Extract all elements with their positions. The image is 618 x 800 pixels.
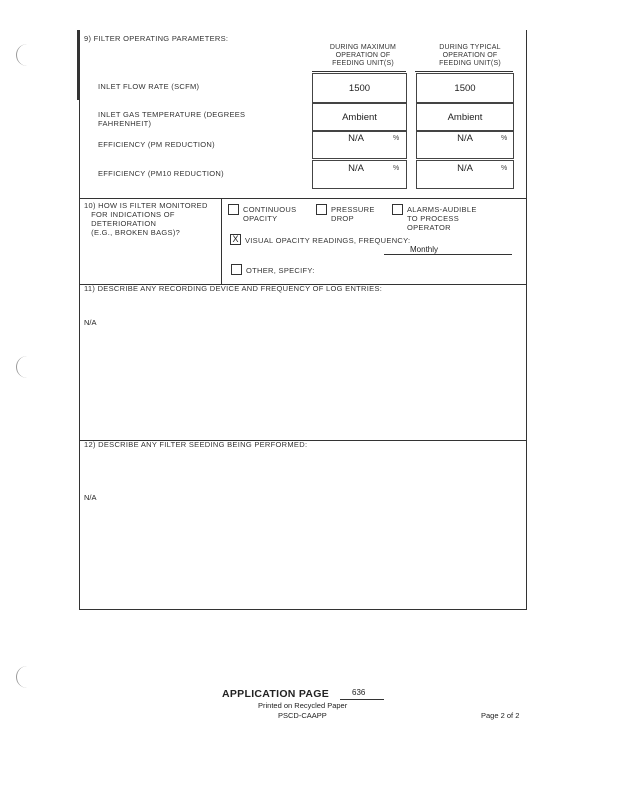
- binder-punch-mark: [16, 356, 27, 378]
- value-max-gas-temp: Ambient: [342, 112, 377, 123]
- section-10-title: 10) HOW IS FILTER MONITORED FOR INDICATIONS OF DETERIORATION (E.G., BROKEN BAGS)?: [84, 201, 208, 237]
- field-typ-efficiency-pm10[interactable]: [416, 160, 514, 189]
- checkbox-pressure-drop[interactable]: [316, 204, 327, 215]
- field-typ-efficiency-pm[interactable]: [416, 130, 514, 159]
- application-page-label: APPLICATION PAGE: [222, 688, 330, 700]
- divider: [79, 198, 527, 199]
- frequency-underline: [384, 254, 512, 255]
- column-header-maximum: DURING MAXIMUM OPERATION OF FEEDING UNIT(S): [329, 44, 397, 67]
- percent-symbol: %: [501, 135, 508, 142]
- section-9-title: 9) FILTER OPERATING PARAMETERS:: [84, 34, 229, 43]
- form-id: PSCD-CAAPP: [278, 711, 327, 720]
- field-max-efficiency-pm[interactable]: [312, 130, 407, 159]
- value-typ-gas-temp: Ambient: [447, 112, 483, 123]
- field-typ-inlet-flow[interactable]: [416, 73, 514, 103]
- row-label-efficiency-pm10: EFFICIENCY (PM10 REDUCTION): [98, 169, 224, 178]
- recycled-paper-note: Printed on Recycled Paper: [258, 701, 348, 710]
- field-max-gas-temp[interactable]: [312, 103, 407, 132]
- field-max-efficiency-pm10[interactable]: [312, 160, 407, 189]
- value-typ-efficiency-pm: N/A: [457, 133, 473, 144]
- page-number-underline: [340, 699, 384, 700]
- checkbox-other[interactable]: [231, 264, 242, 275]
- value-typ-inlet-flow: 1500: [454, 83, 476, 94]
- row-label-inlet-flow-rate: INLET FLOW RATE (SCFM): [98, 82, 200, 91]
- value-max-efficiency-pm10: N/A: [348, 163, 364, 174]
- checkmark-x: X: [232, 234, 239, 244]
- application-page-number: 636: [352, 688, 366, 697]
- value-max-inlet-flow: 1500: [348, 83, 371, 94]
- divider: [221, 198, 222, 285]
- section-12-title: 12) DESCRIBE ANY FILTER SEEDING BEING PERFORMED:: [84, 440, 308, 449]
- checkbox-visual-opacity[interactable]: [230, 234, 241, 245]
- option-visual-opacity: VISUAL OPACITY READINGS, FREQUENCY:: [245, 236, 411, 245]
- percent-symbol: %: [393, 135, 400, 142]
- option-pressure-drop: PRESSURE DROP: [331, 205, 375, 223]
- page-of-indicator: Page 2 of 2: [481, 711, 520, 720]
- checkbox-continuous-opacity[interactable]: [228, 204, 239, 215]
- field-typ-gas-temp[interactable]: [416, 103, 514, 132]
- visual-opacity-frequency-value: Monthly: [410, 245, 439, 254]
- option-continuous-opacity: CONTINUOUS OPACITY: [243, 205, 297, 223]
- section-11-answer: N/A: [84, 318, 97, 327]
- row-label-efficiency-pm: EFFICIENCY (PM REDUCTION): [98, 140, 215, 149]
- value-max-efficiency-pm: N/A: [348, 133, 364, 144]
- column-header-typical: DURING TYPICAL OPERATION OF FEEDING UNIT(S): [439, 44, 501, 67]
- section-11-title: 11) DESCRIBE ANY RECORDING DEVICE AND FREQUENCY OF LOG ENTRIES:: [84, 284, 383, 293]
- percent-symbol: %: [501, 165, 508, 172]
- checkbox-alarms-audible[interactable]: [392, 204, 403, 215]
- value-typ-efficiency-pm10: N/A: [457, 163, 473, 174]
- field-max-inlet-flow[interactable]: [312, 73, 407, 103]
- binder-punch-mark: [16, 44, 27, 66]
- row-label-inlet-gas-temperature: INLET GAS TEMPERATURE (DEGREES FAHRENHEIT): [98, 110, 246, 128]
- option-other-specify: OTHER, SPECIFY:: [246, 266, 315, 275]
- option-alarms-audible: ALARMS-AUDIBLE TO PROCESS OPERATOR: [407, 205, 477, 232]
- section-12-answer: N/A: [84, 493, 97, 502]
- percent-symbol: %: [393, 165, 400, 172]
- binder-punch-mark: [16, 666, 27, 688]
